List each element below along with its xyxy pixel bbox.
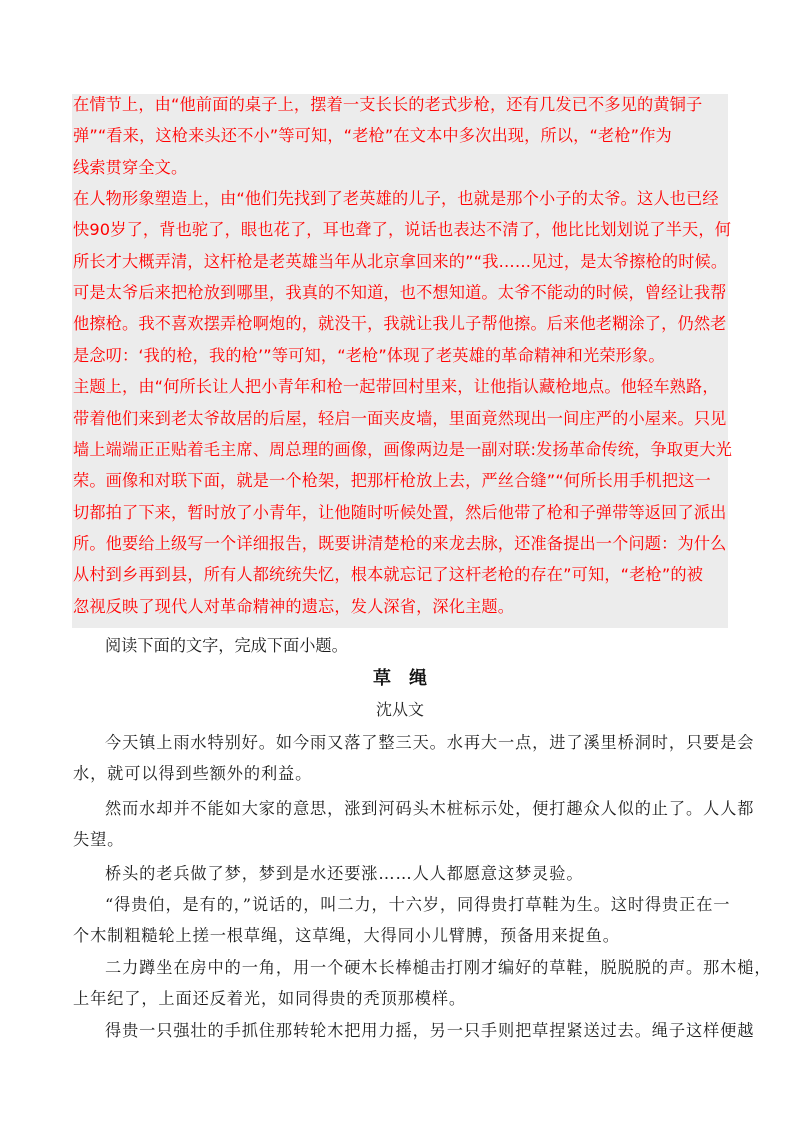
answer-line: 带着他们来到老太爷故居的后屋，轻启一面夹皮墙，里面竟然现出一间庄严的小屋来。只见: [73, 408, 727, 428]
story-paragraph-line: 然而水却并不能如大家的意思，涨到河码头木桩标示处，便打趣众人似的止了。人人都: [105, 799, 755, 818]
story-paragraph-line: 失望。: [73, 830, 125, 849]
answer-line: 是念叨：‘我的枪，我的枪’”等可知，“老枪”体现了老英雄的革命精神和光荣形象。: [73, 345, 665, 365]
answer-line: 他擦枪。我不喜欢摆弄枪啊炮的，就没干，我就让我儿子帮他擦。后来他老糊涂了，仍然老: [73, 314, 727, 334]
answer-line: 主题上，由“何所长让人把小青年和枪一起带回村里来，让他指认藏枪地点。他轻车熟路，: [73, 377, 719, 397]
answer-line: 荣。画像和对联下面，就是一个枪架，把那杆枪放上去，严丝合缝”“何所长用手机把这一: [73, 471, 711, 491]
story-title: 草 绳: [373, 668, 427, 689]
answer-line: 切都拍了下来，暂时放了小青年，让他随时听候处置，然后他带了枪和子弹带等返回了派出: [73, 502, 727, 522]
story-paragraph-line: 上年纪了，上面还反着光，如同得贵的秃顶那模样。: [73, 989, 467, 1008]
answer-line: 墙上端端正正贴着毛主席、周总理的画像，画像两边是一副对联:发扬革命传统，争取更大光: [73, 439, 733, 459]
reading-instruction: 阅读下面的文字，完成下面小题。: [105, 636, 348, 655]
story-paragraph-line: 桥头的老兵做了梦，梦到是水还要涨……人人都愿意这梦灵验。: [105, 864, 584, 883]
answer-line: 所长才大概弄清，这杆枪是老英雄当年从北京拿回来的”“我……见过，是太爷擦枪的时候。: [73, 251, 728, 271]
answer-line: 快90岁了，背也驼了，眼也花了，耳也聋了，说话也表达不清了，他比比划划说了半天，何: [73, 220, 732, 240]
story-paragraph-line: 今天镇上雨水特别好。如今雨又落了整三天。水再大一点，进了溪里桥洞时，只要是会: [105, 733, 755, 752]
answer-line: 弹”“看来，这枪来头还不小”等可知，“老枪”在文本中多次出现，所以，“老枪”作为: [73, 126, 672, 146]
answer-line: 在情节上，由“他前面的桌子上，摆着一支长长的老式步枪，还有几发已不多见的黄铜子: [73, 95, 703, 114]
story-author: 沈从文: [375, 700, 424, 719]
answer-line: 在人物形象塑造上，由“他们先找到了老英雄的儿子，也就是那个小子的太爷。这人也已经: [73, 189, 719, 209]
answer-line: 可是太爷后来把枪放到哪里，我真的不知道，也不想知道。太爷不能动的时候，曾经让我帮: [73, 283, 727, 303]
answer-line: 所。他要给上级写一个详细报告，既要讲清楚枪的来龙去脉，还准备提出一个问题：为什么: [73, 533, 727, 553]
story-paragraph-line: 二力蹲坐在房中的一角，用一个硬木长棒槌击打刚才编好的草鞋，脱脱脱的声。那木槌，: [105, 958, 772, 977]
answer-line: 从村到乡再到县，所有人都统统失忆，根本就忘记了这杆老枪的存在”可知，“老枪”的被: [73, 565, 704, 585]
story-paragraph-line: “得贵伯，是有的，”说话的，叫二力，十六岁，同得贵打草鞋为生。这时得贵正在一: [105, 895, 731, 914]
answer-line: 忽视反映了现代人对革命精神的遗忘，发人深省，深化主题。: [73, 596, 515, 616]
story-paragraph-line: 个木制粗糙轮上搓一根草绳，这草绳，大得同小儿臂膊，预备用来捉鱼。: [73, 926, 620, 945]
story-paragraph-line: 得贵一只强壮的手抓住那转轮木把用力摇，另一只手则把草捏紧送过去。绳子这样便越: [105, 1021, 755, 1040]
answer-line: 线索贯穿全文。: [73, 157, 188, 177]
story-paragraph-line: 水，就可以得到些额外的利益。: [73, 764, 313, 783]
